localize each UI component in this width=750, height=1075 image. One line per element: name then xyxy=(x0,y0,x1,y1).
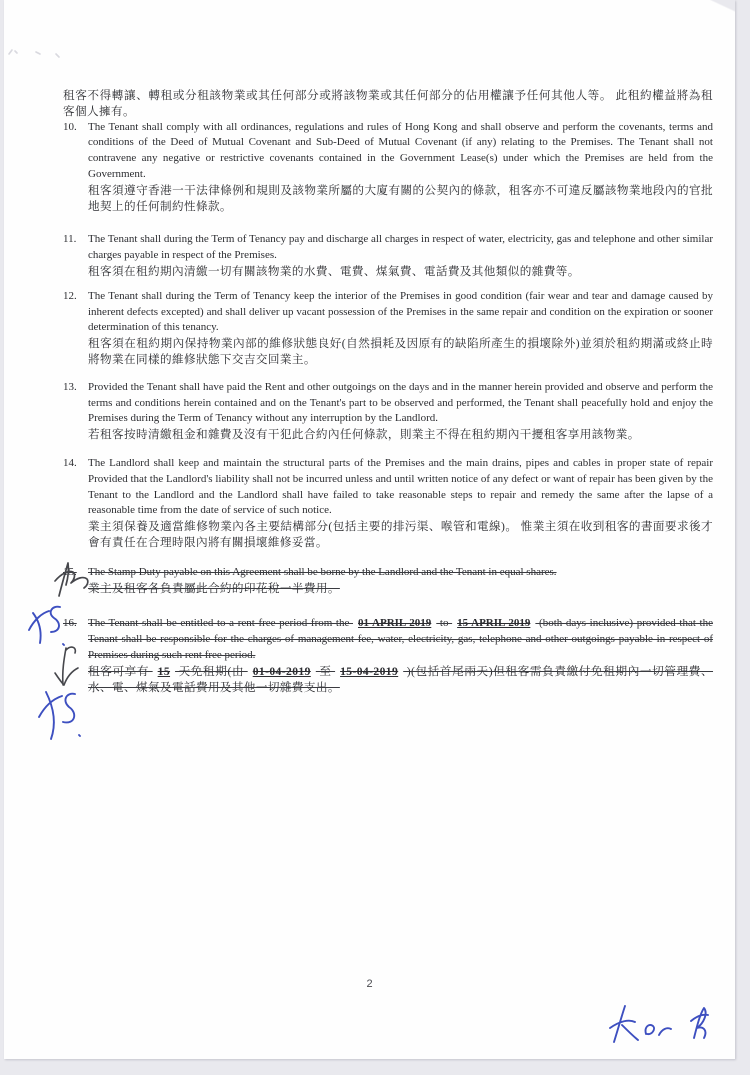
clause-11-number: 11. xyxy=(63,233,77,246)
clause-16 xyxy=(63,616,713,695)
clause-13-number: 13. xyxy=(63,380,77,393)
clause-10-text-en: The Tenant shall comply with all ordinances, regulations and rules of Hong Kong and shall observe and perform the covenants, terms and conditions of the Deed of Mutual Covenant and Sub-Deed of Mutual Covenant (if any) relating to the Premises. The Tenant shall not contravene any negative or restrictive covenants contained in the Government Lease(s) under which the Premises are held from the Government. xyxy=(88,120,713,180)
clause-15-number: 15. xyxy=(63,565,77,578)
clause-16-number: 16. xyxy=(63,617,77,630)
clause-14 xyxy=(63,456,713,551)
clause-16-text-zh: 租客可享有 15 天免租期(由 01-04-2019 至 15-04-2019 )(包括首尾兩天)但租客需負責繳付免租期內一切管理費、水、電、煤氣及電話費用及其他一切雜費支出。 xyxy=(88,664,714,694)
margin-initials-black-near-clause-14 xyxy=(50,558,102,604)
clause-14-text-zh: 業主須保養及適當維修物業內各主要結構部分(包括主要的排污渠、喉管和電線)。 惟業主須在收到租客的書面要求後才會有責任在合理時限內將有關損壞維修妥當。 xyxy=(88,520,713,549)
clause-15-text-en: The Stamp Duty payable on this Agreement shall be borne by the Landlord and the Tenant in equal shares. xyxy=(88,565,557,578)
clause-15-text-zh: 業主及租客各負責屬此合約的印花稅一半費用。 xyxy=(88,581,340,595)
clause-14-text-en: The Landlord shall keep and maintain the structural parts of the Premises and the main drains, pipes and cables in proper state of repair Provided that the Landlord's liability shall not be incurred unless and until written notice of any defect or want of repair has been given by the Tenant to the Landlord and the Landlord shall have failed to take reasonable steps to repair and remedy the same after the lapse of a reasonable time from the date of service of such notice. xyxy=(88,456,713,517)
intro-paragraph-chinese: 租客不得轉讓、轉租或分租該物業或其任何部分或將該物業或其任何部分的佔用權讓予任何其他人等。 此租約權益將為租客個人擁有。 xyxy=(63,89,713,118)
clause-12-number: 12. xyxy=(63,289,77,302)
page-number: 2 xyxy=(366,978,373,990)
clause-12-text-zh: 租客須在租約期內保持物業內部的維修狀態良好(自然損耗及因原有的缺陷所產生的損壞除外)並須於租約期滿或終止時將物業在同樣的維修狀態下交吉交回業主。 xyxy=(88,337,713,366)
clause-13-text-en: Provided the Tenant shall have paid the Rent and other outgoings on the days and in the manner herein provided and observe and perform the terms and conditions herein contained and on the Tenant's part to be observed and performed, the Tenant shall peacefully hold and enjoy the Premises during the Term of Tenancy without any interruption by the Landlord. xyxy=(88,380,713,425)
footer-initials-blue xyxy=(600,1000,720,1056)
clause-10-number: 10. xyxy=(63,120,77,133)
document-content xyxy=(63,88,713,695)
clause-14-number: 14. xyxy=(63,456,77,469)
clause-10 xyxy=(63,120,713,215)
document-page xyxy=(4,0,735,1059)
clause-12-text-en: The Tenant shall during the Term of Tenancy keep the interior of the Premises in good condition (fair wear and tear and damage caused by inherent defects excepted) and shall deliver up vacant possession of the Premises in the same repair and condition on the expiration or sooner determination of this tenancy. xyxy=(88,289,713,334)
clause-11 xyxy=(63,232,713,279)
clause-15 xyxy=(63,565,713,597)
margin-initials-blue-near-clause-16 xyxy=(34,684,86,746)
clause-list xyxy=(63,120,713,696)
clause-10-text-zh: 租客須遵守香港一干法律條例和規則及該物業所屬的大廈有關的公契內的條款，租客亦不可違反屬該物業地段內的官批地契上的任何制約性條款。 xyxy=(88,183,713,213)
clause-12 xyxy=(63,289,713,368)
clause-11-text-zh: 租客須在租約期內清繳一切有關該物業的水費、電費、煤氣費、電話費及其他類似的雜費等。 xyxy=(88,264,580,278)
clause-13 xyxy=(63,380,713,443)
clause-13-text-zh: 若租客按時清繳租金和雜費及沒有干犯此合約內任何條款，則業主不得在租約期內干擾租客享用該物業。 xyxy=(88,428,640,442)
clause-16-text-en: The Tenant shall be entitled to a rent free period from the 01 APRIL 2019 to 15 APRIL 2019 (both days inclusive) provided that the Tenant shall be responsible for the charges of management fee, water, electricity, gas, telephone and other outgoings payable in respect of Premises during such rent free period. xyxy=(88,617,713,661)
clause-11-text-en: The Tenant shall during the Term of Tenancy pay and discharge all charges in respect of water, electricity, gas and telephone and other similar charges payable in respect of the Premises. xyxy=(88,233,713,262)
scan-speck-marks xyxy=(6,42,66,64)
